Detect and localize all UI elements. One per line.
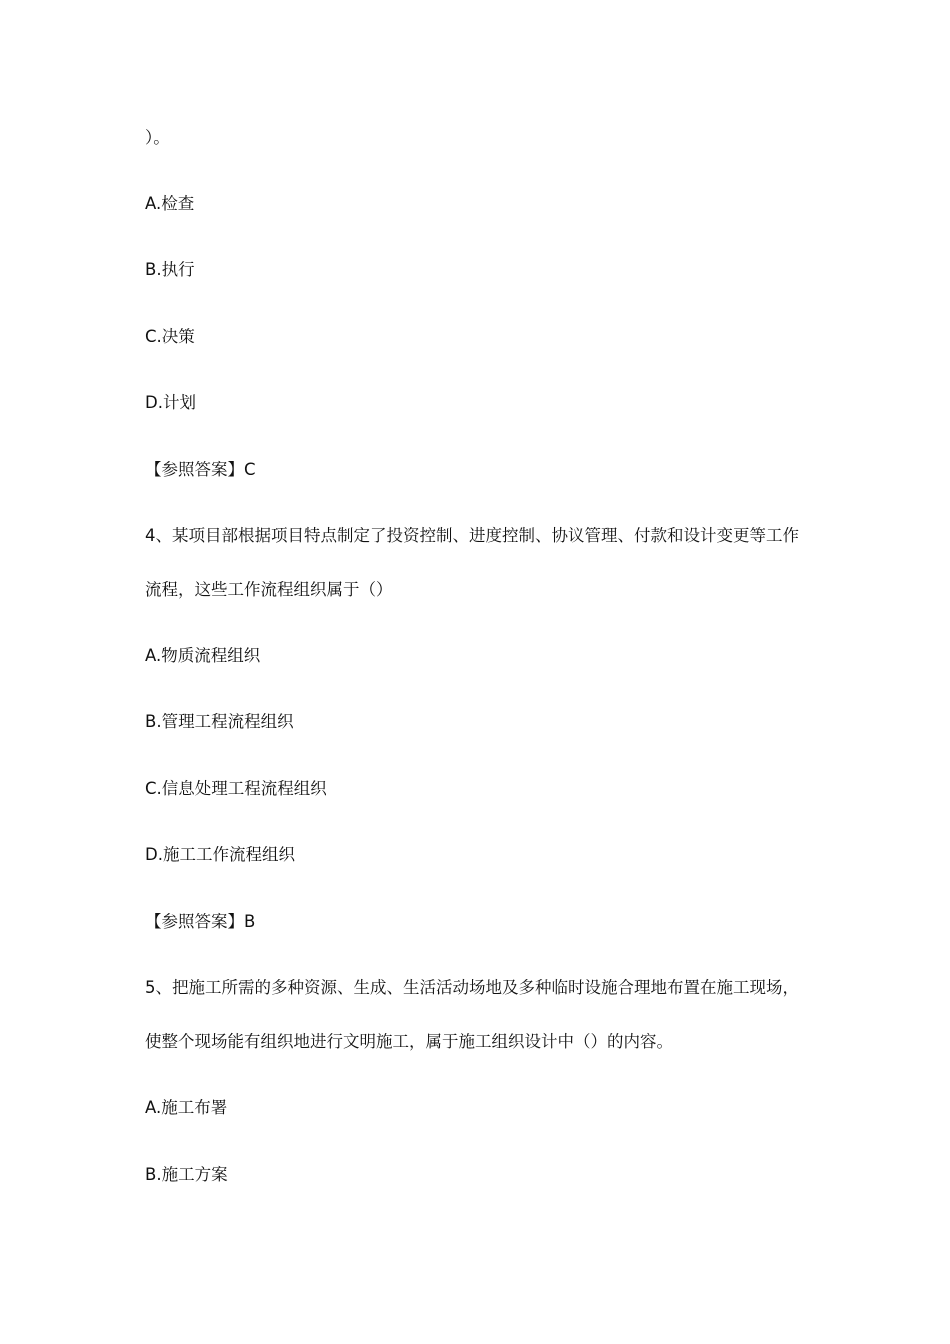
question-4-option-b: B.管理工程流程组织 (145, 712, 294, 731)
question-4-stem-line-1: 4、某项目部根据项目特点制定了投资控制、进度控制、协议管理、付款和设计变更等工作 (145, 526, 799, 545)
question-4-stem-line-2: 流程，这些工作流程组织属于（） (145, 580, 393, 599)
question-5-option-b: B.施工方案 (145, 1165, 228, 1184)
question-3-option-c: C.决策 (145, 327, 195, 346)
question-4-option-c: C.信息处理工程流程组织 (145, 779, 327, 798)
question-3-stem-end: ）。 (145, 128, 170, 147)
question-4-option-d: D.施工工作流程组织 (145, 845, 295, 864)
question-4-answer: 【参照答案】B (145, 912, 256, 931)
question-3-option-d: D.计划 (145, 393, 196, 412)
question-3-option-b: B.执行 (145, 260, 195, 279)
question-5-stem-line-1: 5、把施工所需的多种资源、生成、生活活动场地及多种临时设施合理地布置在施工现场， (145, 978, 799, 997)
question-5-stem-line-2: 使整个现场能有组织地进行文明施工，属于施工组织设计中（）的内容。 (145, 1032, 673, 1051)
question-4-option-a: A.物质流程组织 (145, 646, 261, 665)
question-5-option-a: A.施工布署 (145, 1098, 228, 1117)
question-3-option-a: A.检查 (145, 194, 195, 213)
question-3-answer: 【参照答案】C (145, 460, 256, 479)
